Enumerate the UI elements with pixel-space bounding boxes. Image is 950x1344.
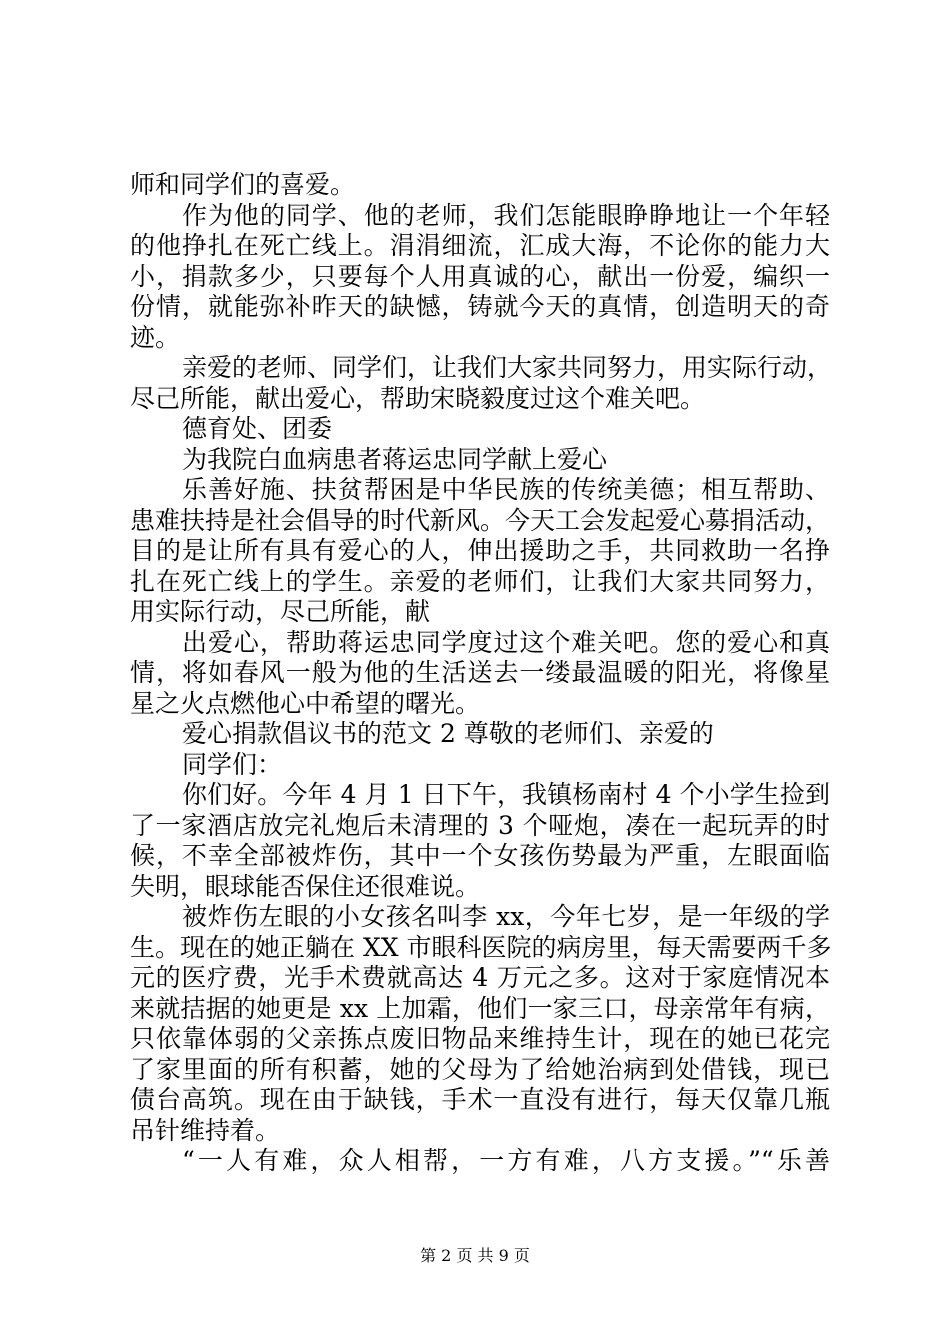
text-line: 德育处、团委 (182, 414, 333, 443)
text-line: 星之火点燃他心中希望的曙光。 (130, 688, 481, 718)
document-body (130, 170, 833, 1177)
text-line: 只依靠体弱的父亲拣点废旧物品来维持生计，现在的她已花完 (130, 1024, 830, 1053)
text-line: 失明，眼球能否保住还很难说。 (130, 871, 481, 901)
text-line: 乐善好施、扶贫帮困是中华民族的传统美德；相互帮助、 (182, 475, 830, 504)
text-line: 来就拮据的她更是 xx 上加霜，他们一家三口，母亲常年有病， (130, 993, 830, 1023)
text-line: 目的是让所有具有爱心的人，伸出援助之手，共同救助一名挣 (130, 536, 830, 565)
page-footer (0, 1246, 950, 1266)
text-line: 同学们： (182, 749, 283, 779)
text-line: 小，捐款多少，只要每个人用真诚的心，献出一份爱，编织一 (130, 261, 830, 291)
text-line: 了一家酒店放完礼炮后未清理的 3 个哑炮，凑在一起玩弄的时 (130, 810, 830, 840)
text-line: 候，不幸全部被炸伤，其中一个女孩伤势最为严重，左眼面临 (130, 841, 830, 870)
text-line: 爱心捐款倡议书的范文 2 尊敬的老师们、亲爱的 (182, 719, 714, 748)
text-line: 债台高筑。现在由于缺钱，手术一直没有进行，每天仅靠几瓶 (130, 1085, 830, 1114)
page-number-label: 第 2 页 共 9 页 (420, 1246, 530, 1265)
text-line: 为我院白血病患者蒋运忠同学献上爱心 (182, 444, 608, 474)
text-line: 亲爱的老师、同学们，让我们大家共同努力，用实际行动， (182, 353, 833, 382)
text-line: 的他挣扎在死亡线上。涓涓细流，汇成大海，不论你的能力大 (130, 231, 830, 260)
text-line: 吊针维持着。 (130, 1115, 281, 1145)
text-line: 尽己所能，献出爱心，帮助宋晓毅度过这个难关吧。 (130, 383, 706, 413)
text-line: 扎在死亡线上的学生。亲爱的老师们，让我们大家共同努力， (130, 566, 830, 596)
text-line: 作为他的同学、他的老师，我们怎能眼睁睁地让一个年轻 (182, 200, 830, 230)
text-line: 被炸伤左眼的小女孩名叫李 xx，今年七岁，是一年级的学 (182, 902, 830, 931)
text-line: “一人有难，众人相帮，一方有难，八方支援。”“乐善 (182, 1146, 830, 1175)
text-line: 出爱心，帮助蒋运忠同学度过这个难关吧。您的爱心和真 (182, 627, 830, 657)
text-line: 迹。 (130, 322, 181, 352)
text-line: 元的医疗费，光手术费就高达 4 万元之多。这对于家庭情况本 (130, 963, 830, 992)
text-line: 你们好。今年 4 月 1 日下午，我镇杨南村 4 个小学生捡到 (182, 780, 830, 809)
text-line: 用实际行动，尽己所能，献 (130, 597, 431, 626)
text-line: 师和同学们的喜爱。 (130, 170, 356, 199)
text-line: 情，将如春风一般为他的生活送去一缕最温暖的阳光，将像星 (130, 658, 830, 687)
text-line: 了家里面的所有积蓄，她的父母为了给她治病到处借钱，现已 (130, 1054, 830, 1084)
text-line: 生。现在的她正躺在 XX 市眼科医院的病房里，每天需要两千多 (130, 932, 832, 962)
text-line: 份情，就能弥补昨天的缺憾，铸就今天的真情，创造明天的奇 (130, 292, 830, 321)
text-line: 患难扶持是社会倡导的时代新风。今天工会发起爱心募捐活动， (130, 505, 831, 535)
